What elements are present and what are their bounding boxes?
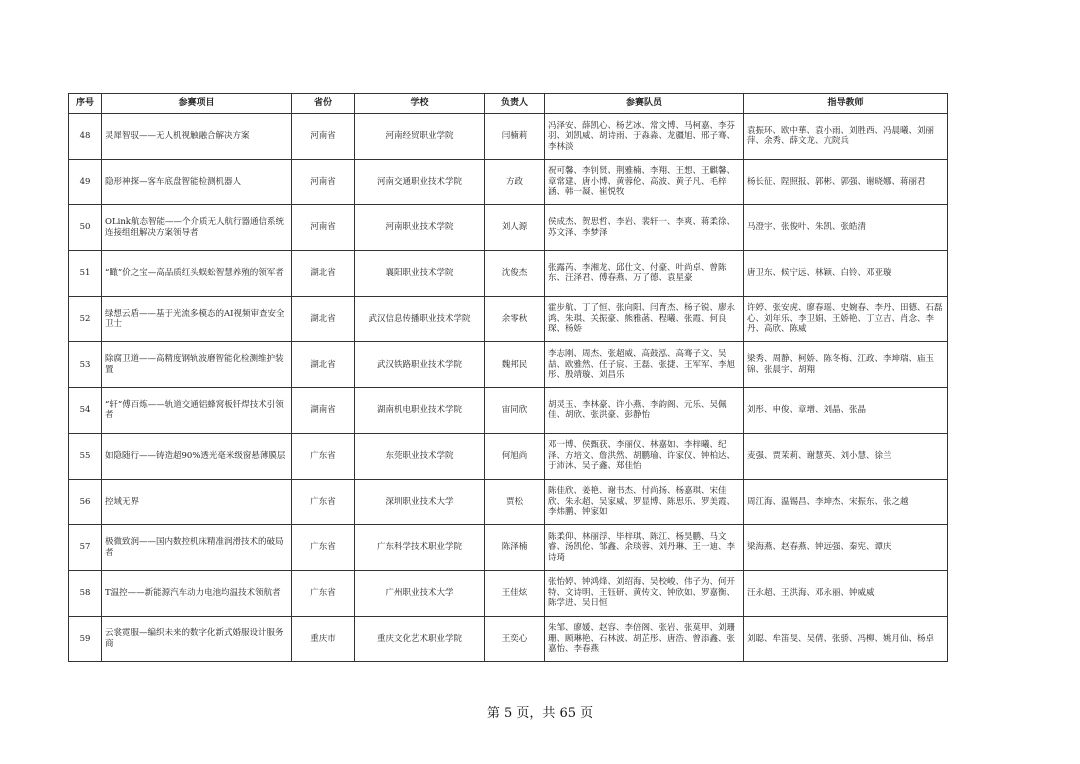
cell-school: 深圳职业技术大学 [355,479,485,525]
cell-teachers: 梁海燕、赵春燕、钟远强、秦宪、谭庆 [744,525,948,571]
table-row [69,296,948,342]
cell-school: 东莞职业技术学院 [355,433,485,479]
cell-leader: 魏邦民 [485,342,545,388]
cell-province: 湖北省 [292,296,355,342]
cell-teachers: 杨长征、陧照报、郭彬、郭强、谢晓娜、蒋丽君 [744,159,948,205]
header-serial: 序号 [69,94,102,114]
cell-province: 广东省 [292,479,355,525]
cell-teachers: 梁秀、周静、柯娇、陈冬梅、江政、李坤瑞、庙玉锦、张晨宇、胡翔 [744,342,948,388]
cell-members: 胡灵玉、李林豪、许小燕、李韵阁、元乐、吴佩佳、胡欣、张洪豪、彭静怡 [545,388,744,434]
cell-project: T温控——新能源汽车动力电池均温技术领航者 [102,570,292,616]
cell-serial: 48 [69,114,102,160]
cell-teachers: 刘聪、牟笛旻、吴倩、张骄、冯柳、姚月仙、杨卓 [744,616,948,662]
cell-school: 重庆文化艺术职业学院 [355,616,485,662]
cell-teachers: 袁振环、欧中華、袁小雨、刘胜西、冯晨曦、刘丽萍、余秀、薛文龙、亢院兵 [744,114,948,160]
cell-serial: 58 [69,570,102,616]
table-row [69,525,948,571]
cell-serial: 56 [69,479,102,525]
cell-members: 邓一博、侯甄获、李丽仪、林嘉如、李梓曦、纪泽、方培文、詹洪然、胡鹏瑜、许家仪、钟柏达、于沛沐、吴子鑫、郑佳怡 [545,433,744,479]
cell-members: 张怡婷、钟鸿烽、刘绍海、吴校峻、伟子为、何开特、文诗明、王钰研、黄传文、钟欣如、罗嘉衡、陈学进、吴日恒 [545,570,744,616]
cell-serial: 54 [69,388,102,434]
cell-serial: 53 [69,342,102,388]
cell-project: 灵犀智驭——无人机视触融合解决方案 [102,114,292,160]
cell-members: 祝可馨、李钊贤、荆雅楠、李翔、王想、王麒馨、章常建、唐小博、黄蓉伦、高波、黄子凡、毛梓涵、韩一凝、崔悦牧 [545,159,744,205]
cell-leader: 方政 [485,159,545,205]
table-row [69,433,948,479]
cell-project: 除腐卫道——高精度钢轨波磨智能化检测维护装置 [102,342,292,388]
page-number: 第 5 页，共 65 页 [486,706,594,721]
table-row [69,479,948,525]
cell-province: 河南省 [292,159,355,205]
cell-project: “轩”傅百炼——轨道交通铝蜂窝板钎焊技术引领者 [102,388,292,434]
cell-leader: 余零秋 [485,296,545,342]
table-row [69,616,948,662]
cell-project: 如隐随行——铸造超90%透光毫米级窗悬薄膜层 [102,433,292,479]
cell-serial: 59 [69,616,102,662]
cell-province: 河南省 [292,114,355,160]
cell-teachers: 马澄宇、张俊叶、朱凯、张皓清 [744,205,948,251]
cell-project: 极微致润——国内数控机床精准润滑技术的破局者 [102,525,292,571]
cell-project: 控域无界 [102,479,292,525]
cell-teachers: 刘彤、申俊、章增、刘晶、张晶 [744,388,948,434]
table-row [69,159,948,205]
table-row [69,114,948,160]
cell-members: 陈佳欣、姜艳、谢书杰、付尚扬、杨嘉琪、宋佳欣、朱永超、吴家威、罗显博、陈思乐、罗美霞、李炜鹏、钟家如 [545,479,744,525]
cell-leader: 陈泽楠 [485,525,545,571]
cell-serial: 50 [69,205,102,251]
award-list-table [68,93,948,662]
cell-serial: 57 [69,525,102,571]
cell-province: 广东省 [292,433,355,479]
table-row [69,251,948,297]
cell-serial: 49 [69,159,102,205]
cell-teachers: 唐卫东、候宁远、林颖、白铃、邓亚璇 [744,251,948,297]
cell-leader: 沈俊杰 [485,251,545,297]
cell-school: 广州职业技术大学 [355,570,485,616]
cell-province: 湖南省 [292,388,355,434]
cell-project: 云裳霓服—编织未来的数字化新式婚服设计服务商 [102,616,292,662]
cell-school: 广东科学技术职业学院 [355,525,485,571]
header-leader: 负责人 [485,94,545,114]
cell-province: 河南省 [292,205,355,251]
cell-members: 冯泽安、薛凯心、杨艺冰、常文博、马柯嘉、李芬羽、刘凯威、胡诗雨、于淼淼、龙疆旭、邢子骞、李林淡 [545,114,744,160]
cell-teachers: 麦强、贾茉莉、谢慧英、刘小慧、徐兰 [744,433,948,479]
header-project: 参赛项目 [102,94,292,114]
header-province: 省份 [292,94,355,114]
cell-project: 隐形神探—客车底盘智能检测机器人 [102,159,292,205]
header-teachers: 指导教师 [744,94,948,114]
cell-project: 绿想云盾——基于光流多模态的AI视频审查安全卫士 [102,296,292,342]
cell-leader: 贾松 [485,479,545,525]
table-row [69,388,948,434]
cell-project: OLink航态智能——个介质无人航行器通信系统连接组组解决方案领导者 [102,205,292,251]
header-school: 学校 [355,94,485,114]
cell-leader: 刘人源 [485,205,545,251]
cell-province: 重庆市 [292,616,355,662]
cell-province: 湖北省 [292,342,355,388]
cell-teachers: 许婷、张安虎、廖春瑶、史婉春、李丹、田德、石磊心、刘年乐、李卫娟、王娇艳、丁立吉、肖念、李丹、高欣、陈威 [744,296,948,342]
cell-leader: 王佳炫 [485,570,545,616]
cell-serial: 52 [69,296,102,342]
table-row [69,205,948,251]
cell-members: 霍步航、丁了恒、张向阳、闫育杰、杨子锐、廖永鸿、朱琪、关振豪、熊雅菡、程曦、张霞、何良琛、杨娇 [545,296,744,342]
cell-serial: 51 [69,251,102,297]
table-row [69,342,948,388]
cell-serial: 55 [69,433,102,479]
cell-teachers: 周江海、温锡昌、李坤杰、宋振东、张之越 [744,479,948,525]
table-row [69,570,948,616]
table-header-row [69,94,948,114]
cell-school: 河南交通职业技术学院 [355,159,485,205]
cell-leader: 闫楠莉 [485,114,545,160]
cell-leader: 何旭尚 [485,433,545,479]
cell-members: 张露芮、李湘龙、邱仕文、付豪、叶尚卓、曾陈东、汪泽君、傅春燕、万了德、袁星豪 [545,251,744,297]
cell-province: 广东省 [292,525,355,571]
cell-members: 朱邹、廖媛、赵容、李倍阁、张岩、张莫甲、刘珊珊、顾琳艳、石林波、胡芷彤、唐浩、曾添鑫、张嘉怡、李春燕 [545,616,744,662]
cell-province: 广东省 [292,570,355,616]
cell-school: 武汉铁路职业技术学院 [355,342,485,388]
cell-school: 武汉信息传播职业技术学院 [355,296,485,342]
cell-leader: 王奕心 [485,616,545,662]
cell-school: 襄阳职业技术学院 [355,251,485,297]
cell-school: 湖南机电职业技术学院 [355,388,485,434]
cell-teachers: 汪永超、王洪海、邓永丽、钟威威 [744,570,948,616]
cell-members: 侯成杰、贺思哲、李岩、裴轩一、李爽、蒋柔徐、苏文泽、李梦泽 [545,205,744,251]
cell-province: 湖北省 [292,251,355,297]
cell-project: “瞰”价之宝—高品质红头蜈蚣智慧养殖的领军者 [102,251,292,297]
header-members: 参赛队员 [545,94,744,114]
cell-members: 李志刚、周杰、张超威、高鼓泓、高骞子文、吴喆、欧雅然、任子宸、王磊、张捷、王军军、李旭彤、殷靖璇、刘昌乐 [545,342,744,388]
cell-school: 河南经贸职业学院 [355,114,485,160]
cell-members: 陈柔仰、林丽浮、毕梓琪、陈江、杨昊鹏、马文睿、汤凯伦、邹鑫、余琰蓉、刘丹琳、王一迪、李诗琦 [545,525,744,571]
cell-leader: 宙同欣 [485,388,545,434]
cell-school: 河南职业技术学院 [355,205,485,251]
